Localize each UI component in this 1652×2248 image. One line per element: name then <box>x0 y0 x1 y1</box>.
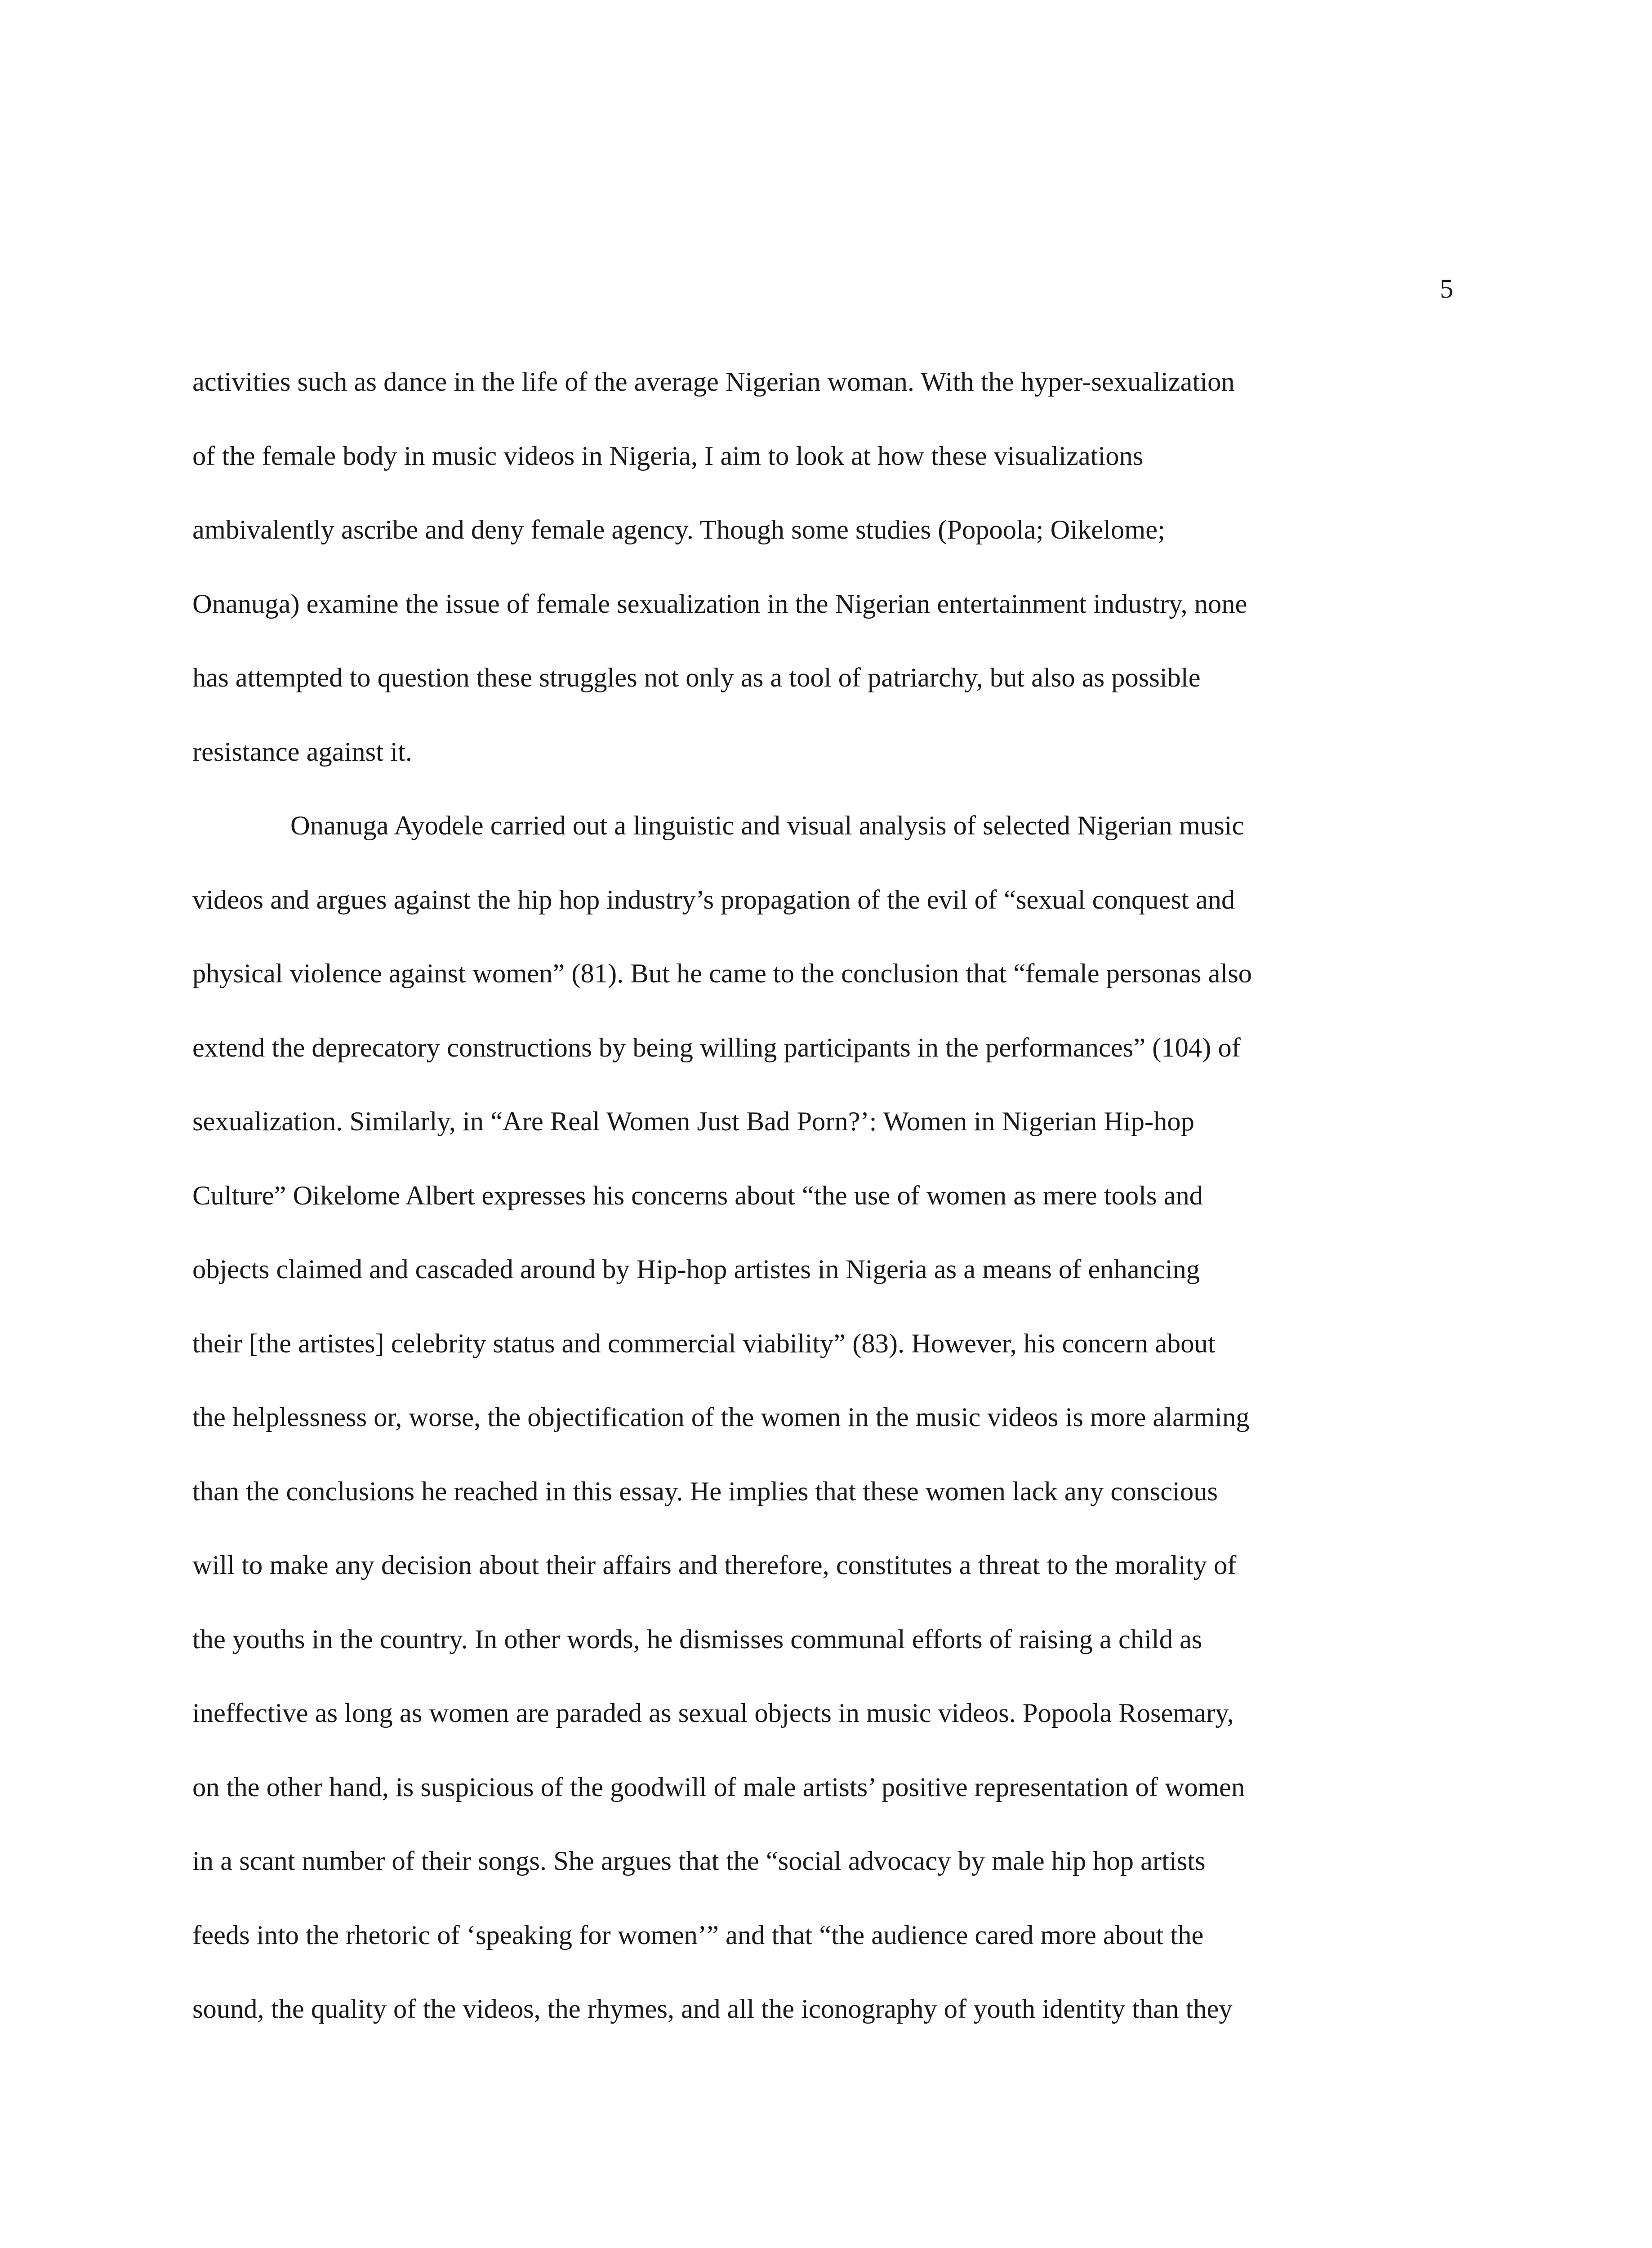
text-line: has attempted to question these struggles not only as a tool of patriarchy, but also as possible <box>192 663 1201 693</box>
text-line: Onanuga Ayodele carried out a linguistic and visual analysis of selected Nigerian music <box>290 811 1244 841</box>
text-line: sexualization. Similarly, in “Are Real Women Just Bad Porn?’: Women in Nigerian Hip-hop <box>192 1106 1194 1137</box>
text-line: in a scant number of their songs. She argues that the “social advocacy by male hip hop artists <box>192 1846 1206 1876</box>
page-number: 5 <box>1440 274 1453 303</box>
text-line: the youths in the country. In other words, he dismisses communal efforts of raising a child as <box>192 1624 1202 1655</box>
text-line: their [the artistes] celebrity status and commercial viability” (83). However, his concern about <box>192 1328 1216 1359</box>
text-line: resistance against it. <box>192 736 412 767</box>
body-text <box>192 369 1460 2070</box>
text-line: Culture” Oikelome Albert expresses his concerns about “the use of women as mere tools and <box>192 1180 1203 1211</box>
text-line: ineffective as long as women are paraded as sexual objects in music videos. Popoola Rosemary, <box>192 1698 1234 1728</box>
text-line: objects claimed and cascaded around by Hip-hop artistes in Nigeria as a means of enhancing <box>192 1254 1200 1285</box>
text-line: extend the deprecatory constructions by being willing participants in the performances” (104) of <box>192 1032 1241 1063</box>
text-line: sound, the quality of the videos, the rhymes, and all the iconography of youth identity than they <box>192 1994 1233 2024</box>
text-line: Onanuga) examine the issue of female sexualization in the Nigerian entertainment industry, none <box>192 589 1247 619</box>
text-line: the helplessness or, worse, the objectification of the women in the music videos is more alarming <box>192 1402 1250 1432</box>
text-line: ambivalently ascribe and deny female agency. Though some studies (Popoola; Oikelome; <box>192 515 1165 545</box>
text-line: physical violence against women” (81). But he came to the conclusion that “female personas also <box>192 959 1252 989</box>
text-line: will to make any decision about their affairs and therefore, constitutes a threat to the morality of <box>192 1550 1237 1580</box>
text-line: activities such as dance in the life of the average Nigerian woman. With the hyper-sexualization <box>192 367 1235 397</box>
text-line: on the other hand, is suspicious of the goodwill of male artists’ positive representation of women <box>192 1772 1245 1802</box>
text-line: videos and argues against the hip hop industry’s propagation of the evil of “sexual conquest and <box>192 884 1235 915</box>
text-line: than the conclusions he reached in this essay. He implies that these women lack any conscious <box>192 1476 1218 1507</box>
text-line: of the female body in music videos in Nigeria, I aim to look at how these visualizations <box>192 441 1144 471</box>
text-line: feeds into the rhetoric of ‘speaking for women’” and that “the audience cared more about the <box>192 1920 1204 1950</box>
